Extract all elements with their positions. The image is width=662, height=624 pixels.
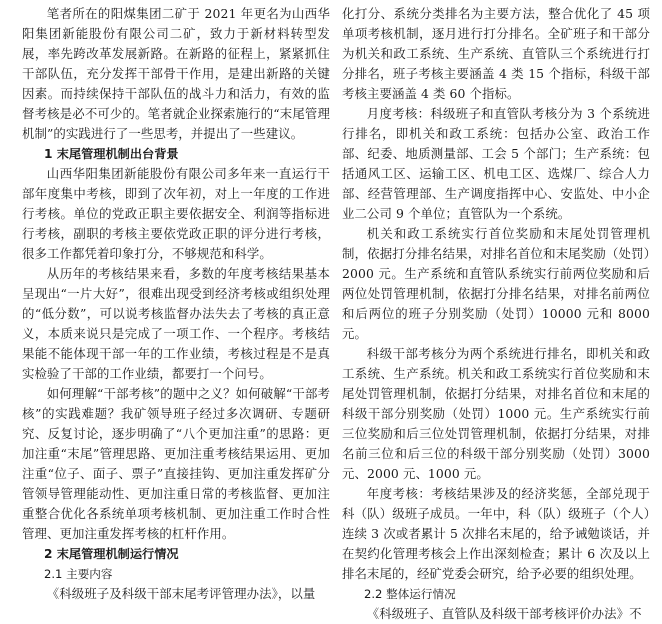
section-1-paragraph-2: 从历年的考核结果来看，多数的年度考核结果基本呈现出“一片大好”，很难出现受到经济考核或组织处理的“低分数”，可以说考核监督办法失去了考核的真正意义，本质来说只是完成了一项工作、一个程序。考核结果能不能体现干部一年的工作业绩，考核过程是不是真实检验了干部的工作业绩，都要打一个问号。 [22, 266, 330, 381]
section-2-2-paragraph-start: 《科级班子、直管队及科级干部考核评价办法》不 [366, 606, 642, 621]
section-1-paragraph-1: 山西华阳集团新能股份有限公司多年来一直运行干部年度集中考核，即到了次年初，对上一年度的工作进行考核。单位的党政正职主要依据安全、利润等指标进行考核，副职的考核主要依党政正职的评分进行考核，很多工作都凭着印象打分，不够规范和科学。 [22, 166, 330, 261]
team-reward-penalty-paragraph: 机关和政工系统实行首位奖励和末尾处罚管理机制，依据打分排名结果，对排名首位和末尾奖励（处罚）2000 元。生产系统和直管队系统实行前两位奖励和后两位处罚管理机制，依据打分排名结果，对排名前两位和后两位的班子分别奖励（处罚）10000 元和 8000 元。 [342, 226, 650, 341]
section-2-1-paragraph-start: 《科级班子及科级干部末尾考评管理办法》，以量 [46, 586, 316, 601]
right-column [342, 4, 650, 624]
monthly-assessment-paragraph: 月度考核：科级班子和直管队考核分为 3 个系统进行排名，即机关和政工系统：包括办公室、政治工作部、纪委、地质测量部、工会 5 个部门；生产系统：包括通风工区、运输工区、机电工区、选煤厂、综合人力部、经营管理部、生产调度指挥中心、安监处、中小企业二公司 9 个单位；直管队为一个系统。 [342, 106, 650, 221]
section-1-paragraph-3: 如何理解“干部考核”的题中之义？如何破解“干部考核”的实践难题？我矿领导班子经过多次调研、专题研究、反复讨论，逐步明确了“八个更加注重”的思路：更加注重“末尾”管理思路、更加注重考核结果运用、更加注重“位子、面子、票子”直接挂钩、更加注重发挥矿分管领导管理能动性、更加注重日常的考核监督、更加注重整合优化各系统单项考核机制、更加注重工作时合性管理、更加注重发挥考核的杠杆作用。 [22, 386, 330, 541]
annual-assessment-paragraph: 年度考核：考核结果涉及的经济奖惩，全部兑现于科（队）级班子成员。一年中，科（队）级班子（个人）连续 3 次或者累计 5 次排名末尾的，给予诫勉谈话，并在契约化管理考核会上作出深刻检查；累计 6 次及以上排名末尾的，经矿党委会研究，给予必要的组织处理。 [342, 486, 650, 581]
section-2-1-heading: 2.1 主要内容 [44, 567, 113, 581]
left-column [22, 4, 330, 604]
section-2-2-heading: 2.2 整体运行情况 [364, 587, 456, 601]
section-2-1-paragraph-continued: 化打分、系统分类排名为主要方法，整合优化了 45 项单项考核机制，逐月进行打分排名。全矿班子和干部分为机关和政工系统、生产系统、直管队三个系统进行打分排名，班子考核主要涵盖 4 类 15 个指标，科级干部考核主要涵盖 4 类 60 个指标。 [342, 6, 650, 101]
intro-paragraph: 笔者所在的阳煤集团二矿于 2021 年更名为山西华阳集团新能股份有限公司二矿，致力于新材料转型发展，率先跨改革发展新路。在新路的征程上，紧紧抓住干部队伍，充分发挥干部骨干作用，是建出新路的关键因素。而持续保持干部队伍的战斗力和活力，有效的监督考核是必不可少的。笔者就企业探索施行的“末尾管理机制”的实践进行了一些思考，并提出了一些建议。 [22, 6, 330, 141]
section-2-heading: 2 末尾管理机制运行情况 [44, 547, 179, 561]
cadre-assessment-paragraph: 科级干部考核分为两个系统进行排名，即机关和政工系统、生产系统。机关和政工系统实行首位奖励和末尾处罚管理机制，依据打分结果，对排名首位和末尾的科级干部分别奖励（处罚）1000 元。生产系统实行前三位奖励和后三位处罚管理机制，依据打分结果，对排名前三位和后三位的科级干部分别奖励（处罚）3000 元、2000 元、1000 元。 [342, 346, 650, 481]
section-1-heading: 1 末尾管理机制出台背景 [44, 147, 179, 161]
